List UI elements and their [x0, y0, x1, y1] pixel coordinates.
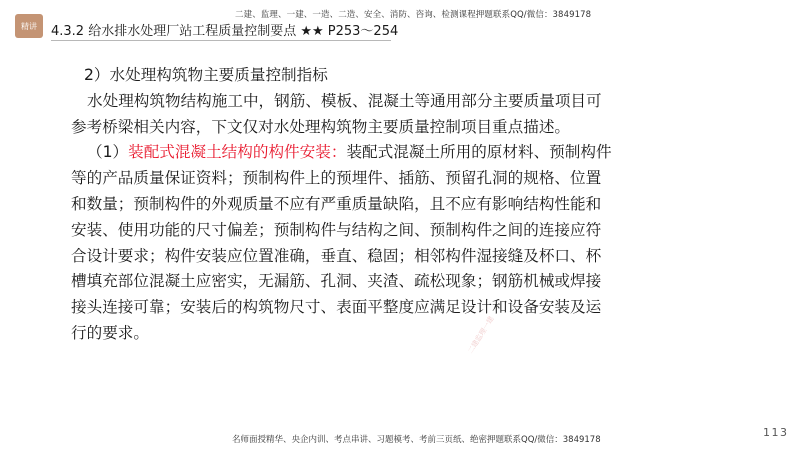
item-1-body: 装配式混凝土所用的原材料、预制构件等的产品质量保证资料；预制构件上的预埋件、插筋、预留孔洞的规格、位置和数量；预制构件的外观质量不应有严重质量缺陷，且不应有影响结构性能和安装、使用功能的尺寸偏差；预制构件与结构之间、预制构件之间的连接应符合设计要求；构件安装应位置准确，垂直、稳固；相邻构件湿接缝及杯口、杯槽填充部位混凝土应密实，无漏筋、孔洞、夹渣、疏松现象；钢筋机械或焊接接头连接可靠；安装后的构筑物尺寸、表面平整度应满足设计和设备安装及运行的要求。	[71, 143, 612, 342]
watermark: 二建监理一建	[466, 315, 496, 355]
section-badge: 精讲	[15, 14, 43, 38]
header-notice: 二建、监理、一建、一造、二造、安全、消防、咨询、检测课程押题联系QQ/微信：3849178	[235, 10, 592, 20]
header-divider	[51, 40, 391, 41]
content-heading: 2）水处理构筑物主要质量控制指标	[84, 66, 328, 84]
footer-notice: 名师面授精华、央企内训、考点串讲、习题模考、考前三页纸、绝密押题联系QQ/微信：3849178	[232, 435, 601, 445]
section-title: 4.3.2 给水排水处理厂站工程质量控制要点 ★★ P253～254	[51, 24, 399, 39]
item-1-paragraph	[71, 140, 616, 346]
page-number: 113	[763, 426, 789, 439]
intro-paragraph: 水处理构筑物结构施工中，钢筋、模板、混凝土等通用部分主要质量项目可参考桥梁相关内容，下文仅对水处理构筑物主要质量控制项目重点描述。	[71, 91, 602, 136]
item-1-prefix: （1）	[87, 143, 129, 162]
content-body	[71, 63, 616, 347]
item-1-highlight: 装配式混凝土结构的构件安装：	[128, 143, 347, 162]
